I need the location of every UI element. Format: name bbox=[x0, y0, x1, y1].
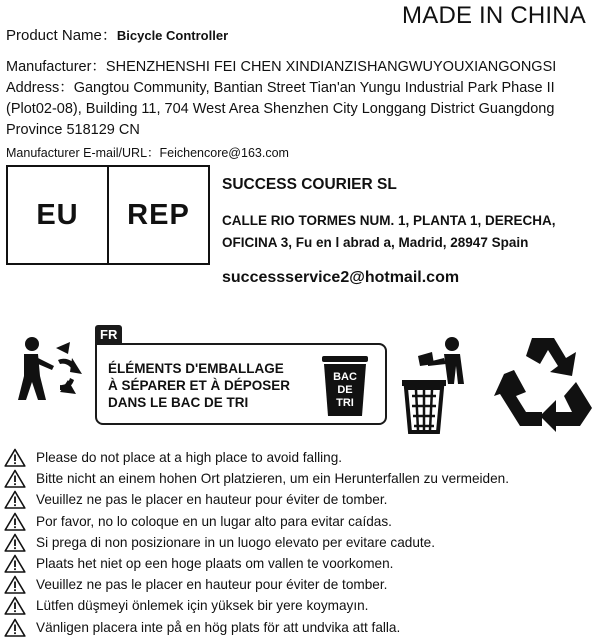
eu-cell: EU bbox=[36, 198, 79, 231]
product-name-line bbox=[6, 24, 228, 45]
bac-line: TRI bbox=[336, 397, 354, 409]
rep-address-line: CALLE RIO TORMES NUM. 1, PLANTA 1, DERECHA, bbox=[222, 213, 556, 228]
warning-item bbox=[4, 553, 509, 574]
warning-text: Please do not place at a high place to avoid falling. bbox=[36, 450, 343, 466]
warning-text: Veuillez ne pas le placer en hauteur pour éviter de tomber. bbox=[36, 492, 388, 508]
warning-triangle-icon bbox=[4, 618, 26, 637]
bin-person-icon bbox=[398, 336, 478, 434]
warning-text: Lütfen düşmeyi önlemek için yüksek bir yere koymayın. bbox=[36, 598, 369, 614]
triman-info-text bbox=[108, 360, 290, 411]
info-line: ÉLÉMENTS D'EMBALLAGE bbox=[108, 361, 284, 376]
warning-text: Bitte nicht an einem hohen Ort platzieren, um ein Herunterfallen zu vermeiden. bbox=[36, 471, 510, 487]
warning-triangle-icon bbox=[4, 554, 26, 573]
recycle-icon bbox=[492, 332, 596, 432]
rep-email: successservice2@hotmail.com bbox=[222, 269, 460, 286]
warning-triangle-icon bbox=[4, 469, 26, 488]
triman-icon bbox=[10, 330, 88, 410]
warning-triangle-icon bbox=[4, 575, 26, 594]
warning-triangle-icon bbox=[4, 533, 26, 552]
warning-triangle-icon bbox=[4, 448, 26, 467]
info-line: DANS LE BAC DE TRI bbox=[108, 395, 249, 410]
rep-address-line: OFICINA 3, Fu en l abrad a, Madrid, 28947 Spain bbox=[222, 235, 529, 250]
warning-text: Si prega di non posizionare in un luogo elevato per evitare cadute. bbox=[36, 534, 436, 550]
warning-item bbox=[4, 595, 509, 616]
product-name-label: Product Name： bbox=[6, 27, 117, 44]
warning-item bbox=[4, 511, 509, 532]
warning-item bbox=[4, 489, 509, 510]
bac-line: DE bbox=[337, 384, 353, 396]
warning-text: Plaats het niet op een hoge plaats om vallen te voorkomen. bbox=[36, 556, 394, 572]
warning-item bbox=[4, 617, 509, 638]
eu-rep-symbol bbox=[6, 165, 210, 265]
bac-line: BAC bbox=[333, 371, 357, 383]
warning-item bbox=[4, 468, 509, 489]
made-in-china: MADE IN CHINA bbox=[402, 2, 586, 29]
warning-list bbox=[4, 447, 509, 638]
warning-triangle-icon bbox=[4, 490, 26, 509]
warning-item bbox=[4, 447, 509, 468]
address-text: Address：Gangtou Community, Bantian Street Tian'an Yungu Industrial Park Phase II (Plot02-08), Building 11, 704 West Area Shenzhen City Longgang District Guangdong Province 518129 CN bbox=[6, 80, 555, 138]
manufacturer-line: Manufacturer：SHENZHENSHI FEI CHEN XINDIANZISHANGWUYOUXIANGONGSI bbox=[6, 59, 557, 75]
manufacturer-email: Manufacturer E-mail/URL：Feichencore@163.com bbox=[6, 146, 289, 160]
warning-triangle-icon bbox=[4, 596, 26, 615]
rep-company-name: SUCCESS COURIER SL bbox=[222, 176, 397, 193]
rep-cell: REP bbox=[107, 167, 208, 263]
info-line: À SÉPARER ET À DÉPOSER bbox=[108, 378, 291, 393]
warning-text: Vänligen placera inte på en hög plats för att undvika att falla. bbox=[36, 619, 401, 635]
warning-item bbox=[4, 532, 509, 553]
rep-address bbox=[222, 210, 594, 254]
bac-de-tri-icon bbox=[320, 354, 370, 418]
warning-text: Por favor, no lo coloque en un lugar alto para evitar caídas. bbox=[36, 513, 392, 529]
warning-triangle-icon bbox=[4, 512, 26, 531]
warning-text: Veuillez ne pas le placer en hauteur pour éviter de tomber. bbox=[36, 577, 388, 593]
product-name-value: Bicycle Controller bbox=[116, 28, 229, 43]
warning-item bbox=[4, 574, 509, 595]
fr-badge: FR bbox=[95, 325, 122, 344]
